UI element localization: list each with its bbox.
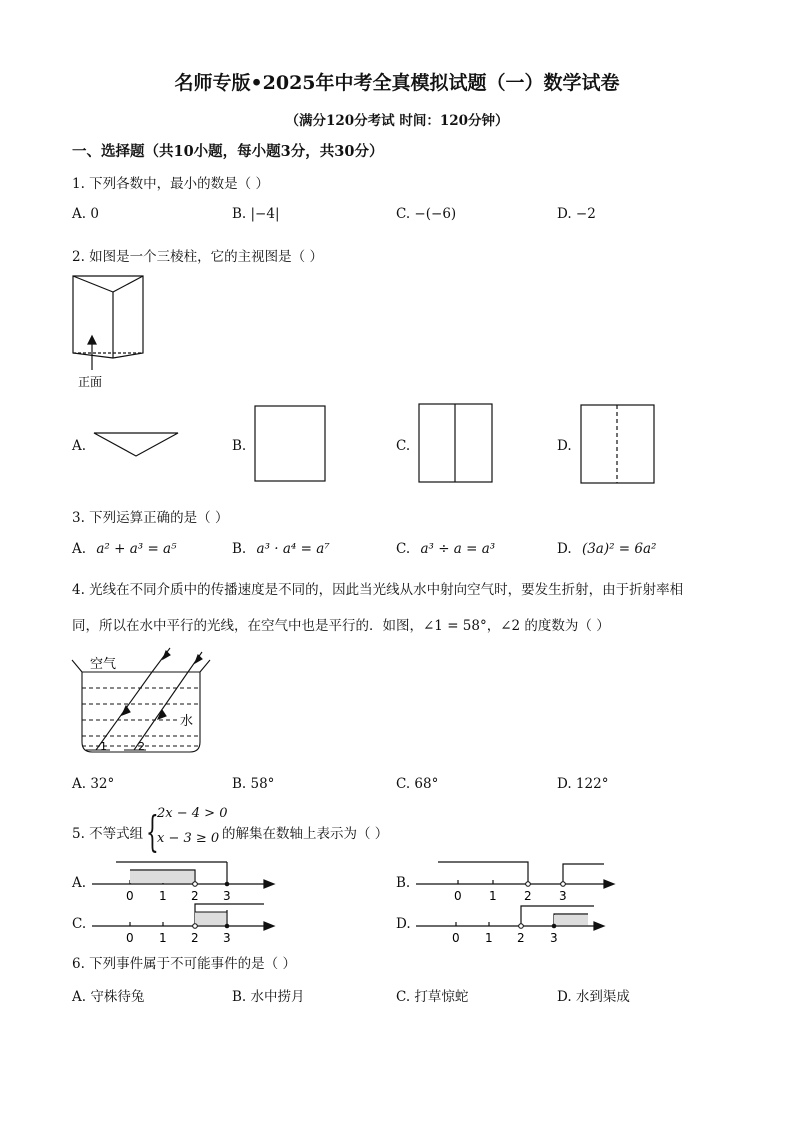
tick-label: 1 — [159, 931, 167, 945]
question-5-stem — [72, 822, 143, 842]
tick-label: 2 — [517, 931, 525, 945]
q2-option-a-figure — [90, 428, 184, 462]
q2-option-a[interactable]: A. — [72, 438, 87, 454]
q3-option-c[interactable] — [396, 541, 495, 557]
q2-option-b[interactable]: B. — [232, 438, 247, 454]
q3-math-a: a² + a³ = a⁵ — [96, 541, 177, 557]
q4-option-b[interactable]: B. 58° — [232, 776, 275, 792]
tick-label: 3 — [223, 931, 231, 945]
q5-option-d[interactable]: D. — [396, 916, 411, 932]
q6-option-b[interactable]: B. 水中捞月 — [232, 989, 305, 1005]
tick-label: 3 — [223, 889, 231, 903]
q3-option-d[interactable] — [557, 541, 656, 557]
question-6-stem: 6. 下列事件属于不可能事件的是（ ） — [72, 956, 296, 972]
tick-label: 1 — [485, 931, 493, 945]
q1-option-a[interactable]: A. 0 — [72, 206, 99, 222]
q1-option-d[interactable]: D. −2 — [557, 206, 596, 222]
exam-info: （满分120分考试 时间：120分钟） — [285, 113, 509, 129]
option-letter: D. — [557, 541, 572, 557]
tick-label: 0 — [454, 889, 462, 903]
q2-option-b-figure — [254, 405, 328, 483]
brace-icon: { — [146, 806, 159, 857]
page-title: 名师专版•2025年中考全真模拟试题（一）数学试卷 — [174, 72, 620, 94]
water-label: 水 — [180, 714, 194, 729]
question-3-stem: 3. 下列运算正确的是（ ） — [72, 510, 229, 526]
tick-label: 1 — [489, 889, 497, 903]
front-label: 正面 — [78, 375, 103, 389]
option-letter: C. — [396, 541, 411, 557]
q5-system-line-2: x − 3 ≥ 0 — [157, 831, 220, 846]
question-1-stem: 1. 下列各数中，最小的数是（ ） — [72, 176, 269, 192]
q3-option-a[interactable] — [72, 541, 177, 557]
option-letter: A. — [72, 541, 87, 557]
question-2-stem: 2. 如图是一个三棱柱，它的主视图是（ ） — [72, 249, 323, 265]
tick-label: 1 — [159, 889, 167, 903]
q2-option-d-figure — [580, 404, 656, 484]
question-4-stem: 4. 光线在不同介质中的传播速度是不同的，因此当光线从水中射向空气时，要发生折射，由于折射率相 — [72, 582, 684, 598]
number-line-c — [88, 898, 280, 948]
q2-option-d[interactable]: D. — [557, 438, 572, 454]
tick-label: 3 — [550, 931, 558, 945]
q4-option-a[interactable]: A. 32° — [72, 776, 115, 792]
number-line-d — [412, 898, 620, 948]
q6-option-d[interactable]: D. 水到渠成 — [557, 989, 630, 1005]
tick-label: 0 — [452, 931, 460, 945]
question-4-stem-cont: 同，所以在水中平行的光线，在空气中也是平行的．如图，∠1 = 58°，∠2 的度数为（ ） — [72, 618, 610, 634]
q6-option-a[interactable]: A. 守株待兔 — [72, 989, 145, 1005]
q3-math-d: (3a)² = 6a² — [581, 541, 657, 557]
tick-label: 2 — [191, 931, 199, 945]
q1-option-b[interactable]: B. |−4| — [232, 206, 280, 222]
tick-label: 0 — [126, 931, 134, 945]
angle-1-label: 1 — [100, 740, 107, 753]
q2-option-c[interactable]: C. — [396, 438, 411, 454]
q3-math-b: a³ · a⁴ = a⁷ — [256, 541, 330, 557]
q5-prefix: 5. 不等式组 — [72, 826, 144, 842]
q5-system-line-1: 2x − 4 > 0 — [157, 806, 228, 821]
air-label: 空气 — [90, 657, 117, 672]
q4-option-c[interactable]: C. 68° — [396, 776, 439, 792]
angle-2-label: 2 — [138, 740, 145, 753]
q4-option-d[interactable]: D. 122° — [557, 776, 609, 792]
tick-label: 0 — [126, 889, 134, 903]
tick-label: 3 — [559, 889, 567, 903]
q5-option-b[interactable]: B. — [396, 875, 411, 891]
section-heading: 一、选择题（共10小题，每小题3分，共30分） — [72, 143, 384, 160]
q3-math-c: a³ ÷ a = a³ — [420, 541, 496, 557]
prism-figure — [68, 270, 152, 392]
q2-option-c-figure — [418, 403, 494, 483]
tick-label: 2 — [191, 889, 199, 903]
q1-option-c[interactable]: C. −(−6) — [396, 206, 457, 222]
refraction-figure — [66, 646, 216, 758]
q3-option-b[interactable] — [232, 541, 330, 557]
tick-label: 2 — [524, 889, 532, 903]
q6-option-c[interactable]: C. 打草惊蛇 — [396, 989, 469, 1005]
q5-option-c[interactable]: C. — [72, 916, 87, 932]
q5-suffix: 的解集在数轴上表示为（ ） — [222, 826, 389, 842]
option-letter: B. — [232, 541, 247, 557]
q5-option-a[interactable]: A. — [72, 875, 87, 891]
